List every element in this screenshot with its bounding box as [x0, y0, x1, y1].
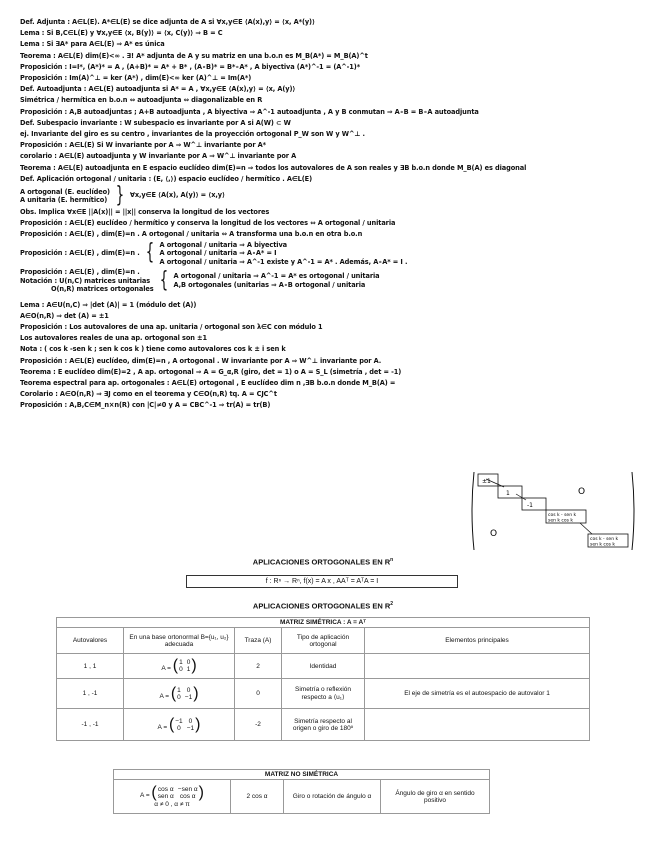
elements	[365, 709, 590, 741]
m12: 0	[186, 659, 191, 666]
rot-row: sen k cos k	[548, 518, 574, 524]
m11: 1	[179, 659, 183, 666]
title-text: APLICACIONES ORTOGONALES EN R	[252, 601, 391, 611]
table-row	[114, 780, 490, 814]
section-title-rn	[0, 557, 646, 567]
brace-icon: {	[145, 240, 154, 266]
note-line: Proposición : A∈L(E) euclídeo / hermítico y conserva la longitud de los vectores ⇔ A ortogonal / unitaria	[20, 219, 396, 228]
m21: 0	[177, 724, 181, 732]
elements	[365, 654, 590, 679]
matrix: ( 1 0 0 1 )	[172, 657, 197, 674]
left-bracket	[472, 472, 474, 550]
m12: 0	[188, 717, 193, 725]
m21: sen α	[157, 793, 174, 800]
elements: El eje de simetría es el autoespacio de autovalor 1	[365, 679, 590, 709]
matrix-cell: A = ( −1 0 0 −1 )	[124, 709, 235, 741]
note-line: Corolario : A∈O(n,R) ⇒ ∃J como en el teorema y C∈O(n,R) tq. A = CJC^t	[20, 390, 277, 399]
block-diagonal-matrix	[468, 470, 638, 552]
note-line: Proposición : A∈L(E) , dim(E)=n . A ortogonal / unitaria ⇔ A transforma una b.o.n en otra b.o.n	[20, 230, 363, 239]
diag-line	[516, 494, 526, 500]
table-row	[57, 709, 590, 741]
matrix: ( cos α −sen α sen α cos α )	[151, 784, 204, 801]
brace-left-item: Notación : U(n,C) matrices unitarias	[20, 276, 151, 285]
col-header: Tipo de aplicación ortogonal	[282, 628, 365, 654]
col-header: Elementos principales	[365, 628, 590, 654]
col-header: Traza (A)	[235, 628, 282, 654]
note-line: Def. Autoadjunta : A∈L(E) autoadjunta si A* = A , ∀x,y∈E ⟨A(x),y⟩ = ⟨x, A(y)⟩	[20, 85, 296, 94]
brace-left-item: A unitaria (E. hermítico)	[20, 196, 108, 205]
eigenvalues: 1 , -1	[57, 679, 124, 709]
symmetric-matrix-table	[56, 617, 590, 741]
eigenvalues: 1 , 1	[57, 654, 124, 679]
note-line: A∈O(n,R) ⇒ det (A) = ±1	[20, 311, 109, 320]
orthogonal-formula-box: f : Rⁿ → Rⁿ, f(x) = A x , AAᵀ = AᵀA = I	[186, 575, 458, 588]
orthogonal-definition	[20, 185, 480, 207]
table-caption: MATRIZ SIMÉTRICA : A = Aᵀ	[57, 618, 590, 628]
block-1-label: 1	[506, 490, 510, 497]
proposition-block-1	[20, 241, 480, 267]
block-1	[498, 486, 522, 498]
trace: 0	[235, 679, 282, 709]
note-line: Proposición : A,B autoadjuntas ; A+B autoadjunta , A biyectiva ⇒ A^-1 autoadjunta , A y B conmutan ⇒ A∘B = B∘A autoadjunta	[20, 107, 479, 116]
matrix: ( 1 0 0 −1 )	[170, 684, 199, 702]
note-line: Los autovalores reales de una ap. ortogonal son ±1	[20, 334, 207, 343]
col-header: Autovalores	[57, 628, 124, 654]
brace-icon: {	[159, 267, 168, 293]
brace-left: Proposición : A∈L(E) , dim(E)=n .	[20, 248, 140, 257]
type: Giro o rotación de ángulo α	[284, 780, 381, 814]
non-symmetric-matrix-table	[113, 769, 490, 814]
brace-left-item: Proposición : A∈L(E) , dim(E)=n .	[20, 268, 140, 277]
handwritten-notes	[20, 17, 527, 412]
note-line: Proposición : A,B,C∈M_n×n(R) con |C|≠0 y A = CBC^-1 ⇒ tr(A) = tr(B)	[20, 401, 271, 410]
m12: 0	[186, 686, 191, 694]
trace: 2	[235, 654, 282, 679]
brace-item: A ortogonal / unitaria ⇒ A^-1 = A* es ortogonal / unitaria	[173, 272, 380, 281]
m22: 1	[186, 666, 191, 673]
note-line: Teorema : A∈L(E) autoadjunta en E espacio euclídeo dim(E)=n ⇒ todos los autovalores de A son reales y ∃B b.o.n donde M_B(A) es diagonal	[20, 163, 527, 172]
m21: 0	[177, 693, 181, 701]
zero-lower: O	[490, 529, 498, 539]
note-line: Nota : ( cos k -sen k ; sen k cos k ) tiene como autovalores cos k ± i sen k	[20, 345, 286, 354]
right-bracket	[632, 472, 634, 550]
m11: 1	[177, 686, 181, 694]
note-line: Lema : Si B,C∈L(E) y ∀x,y∈E ⟨x, B(y)⟩ = ⟨x, C(y)⟩ ⇒ B = C	[20, 29, 223, 38]
m21: 0	[179, 666, 183, 673]
elements: Ángulo de giro α en sentido positivo	[381, 780, 490, 814]
note-line: Lema : Si ∃A* para A∈L(E) ⇒ A* es única	[20, 40, 165, 49]
brace-left-item: A ortogonal (E. euclídeo)	[20, 187, 110, 196]
note-line: Proposición : Los autovalores de una ap. unitaria / ortogonal son λ∈C con módulo 1	[20, 323, 323, 332]
matrix-cell: A = ( 1 0 0 −1 )	[124, 679, 235, 709]
title-text: APLICACIONES ORTOGONALES EN R	[252, 557, 391, 567]
note-line: Def. Adjunta : A∈L(E). A*∈L(E) se dice adjunta de A si ∀x,y∈E ⟨A(x),y⟩ = ⟨x, A*(y)⟩	[20, 18, 315, 26]
zero-upper: O	[578, 487, 586, 497]
type: Simetría respecto al origen o giro de 180º	[282, 709, 365, 741]
title-sup: 2	[390, 601, 394, 607]
m11: −1	[175, 717, 183, 725]
eigenvalues: -1 , -1	[57, 709, 124, 741]
brace-icon: }	[115, 183, 125, 209]
brace-right: ∀x,y∈E ⟨A(x), A(y)⟩ = ⟨x,y⟩	[129, 191, 225, 200]
note-line: Proposición : A∈L(E) Si W invariante por A ⇒ W^⊥ invariante por A*	[20, 141, 267, 150]
block-minus1-label: -1	[527, 502, 533, 509]
matrix-cell: A = ( cos α −sen α sen α cos α ) α ≠ 0 , α ≠ π	[114, 780, 231, 814]
note-line: Proposición : I=I*, (A*)* = A , (A+B)* = A* + B* , (A∘B)* = B*∘A* , A biyectiva (A*)^-1 = (A^-1)*	[20, 62, 361, 71]
brace-item: A ortogonal / unitaria ⇒ A^-1 existe y A^-1 = A* . Además, A∘A* = I .	[159, 257, 408, 266]
title-sup: n	[390, 557, 394, 563]
m22: −1	[184, 693, 193, 701]
m22: −1	[186, 724, 195, 732]
brace-item: A,B ortogonales (unitarias ⇒ A∘B ortogonal / unitaria	[173, 280, 366, 289]
table-row	[57, 654, 590, 679]
brace-item: A ortogonal / unitaria ⇒ A∘A* = I	[159, 249, 277, 258]
matrix: ( −1 0 0 −1 )	[168, 715, 201, 733]
table-caption: MATRIZ NO SIMÉTRICA	[114, 770, 490, 780]
table-row	[57, 679, 590, 709]
col-header: En una base ortonormal B={u₁, u₂} adecuada	[124, 628, 235, 654]
note-line: Simétrica / hermítica en b.o.n ⇔ autoadjunta ⇔ diagonalizable en R	[20, 96, 263, 105]
note-line: corolario : A∈L(E) autoadjunta y W invariante por A ⇒ W^⊥ invariante por A	[20, 152, 297, 161]
note-line: Obs. Implica ∀x∈E ||A(x)|| = ||x|| conserva la longitud de los vectores	[20, 208, 270, 217]
m22: cos α	[179, 793, 196, 800]
trace: 2 cos α	[231, 780, 284, 814]
brace-left-item: O(n,R) matrices ortogonales	[51, 285, 154, 294]
type: Simetría o reflexión respecto a ⟨u₁⟩	[282, 679, 365, 709]
diag-line	[580, 523, 592, 534]
note-line: ej. Invariante del giro es su centro , invariantes de la proyección ortogonal P_W son W y W^⊥ .	[20, 130, 365, 139]
note-line: Proposición : Im(A)^⊥ = ker (A*) , dim(E)<∞ ker (A)^⊥ = Im(A*)	[20, 74, 252, 83]
note-line: Lema : A∈U(n,C) ⇒ |det (A)| = 1 (módulo det (A))	[20, 300, 197, 309]
m12: −sen α	[177, 786, 198, 793]
section-title-r2	[0, 601, 646, 611]
angle-condition: α ≠ 0 , α ≠ π	[154, 801, 190, 808]
note-line: Def. Aplicación ortogonal / unitaria : (E, ⟨,⟩) espacio euclídeo / hermítico . A∈L(E)	[20, 174, 312, 183]
trace: -2	[235, 709, 282, 741]
rot-row: cos k - sen k	[590, 537, 619, 542]
type: Identidad	[282, 654, 365, 679]
note-line: Teorema : E euclídeo dim(E)=2 , A ap. ortogonal ⇒ A = G_α,R (giro, det = 1) o A = S_L (simetría , det = -1)	[20, 367, 402, 376]
note-line: Teorema espectral para ap. ortogonales : A∈L(E) ortogonal , E euclídeo dim n ,∃B b.o.n donde M_B(A) =	[20, 379, 396, 388]
proposition-block-2	[20, 268, 480, 294]
matrix-cell: A = ( 1 0 0 1 )	[124, 654, 235, 679]
rot-row: sen k cos k	[590, 542, 616, 548]
brace-item: A ortogonal / unitaria ⇒ A biyectiva	[159, 240, 287, 249]
note-line: Def. Subespacio invariante : W subespacio es invariante por A si A(W) ⊂ W	[20, 118, 291, 127]
note-line: Proposición : A∈L(E) euclídeo, dim(E)=n , A ortogonal . W invariante por A ⇒ W^⊥ invariante por A.	[20, 356, 382, 365]
rot-row: cos k - sen k	[548, 513, 577, 518]
m11: cos α	[157, 786, 174, 793]
note-line: Teorema : A∈L(E) dim(E)<∞ . ∃! A* adjunta de A y su matriz en una b.o.n es M_B(A*) = M_B(A)^t	[20, 51, 368, 60]
block-pm1-label: ±1	[482, 478, 491, 485]
